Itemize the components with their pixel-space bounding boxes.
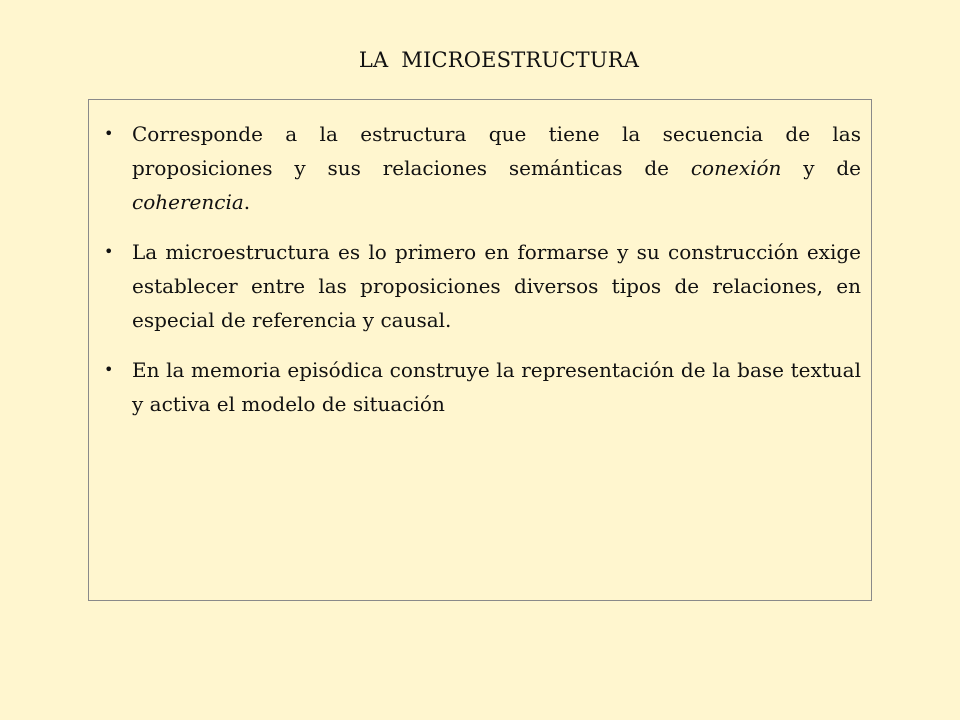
italic-term-conexion: conexión (690, 156, 782, 180)
bullet-item (101, 235, 861, 337)
bullet-dot-icon: • (104, 124, 114, 143)
text-segment: y de (781, 156, 862, 180)
bullet-item (101, 117, 861, 219)
text-segment: . (243, 190, 251, 214)
content-box (88, 99, 872, 601)
bullet-text (132, 240, 861, 332)
bullet-item (101, 353, 861, 421)
bullet-dot-icon: • (104, 360, 114, 379)
slide-title: LA MICROESTRUCTURA (358, 48, 640, 72)
bullet-text (132, 122, 861, 214)
text-segment: La microestructura es lo primero en formarse y su construcción exige establecer entre las proposiciones diversos tipos de relaciones, en especial de referencia y causal. (132, 240, 861, 332)
italic-term-coherencia: coherencia (132, 190, 244, 214)
bullet-text (132, 358, 861, 416)
text-segment: En la memoria episódica construye la representación de la base textual y activa el modelo de situación (132, 358, 861, 416)
bullet-dot-icon: • (104, 242, 114, 261)
text-segment: Corresponde a la estructura que tiene la secuencia de las proposiciones y sus relaciones semánticas de (132, 122, 861, 180)
bullet-list (101, 117, 861, 421)
